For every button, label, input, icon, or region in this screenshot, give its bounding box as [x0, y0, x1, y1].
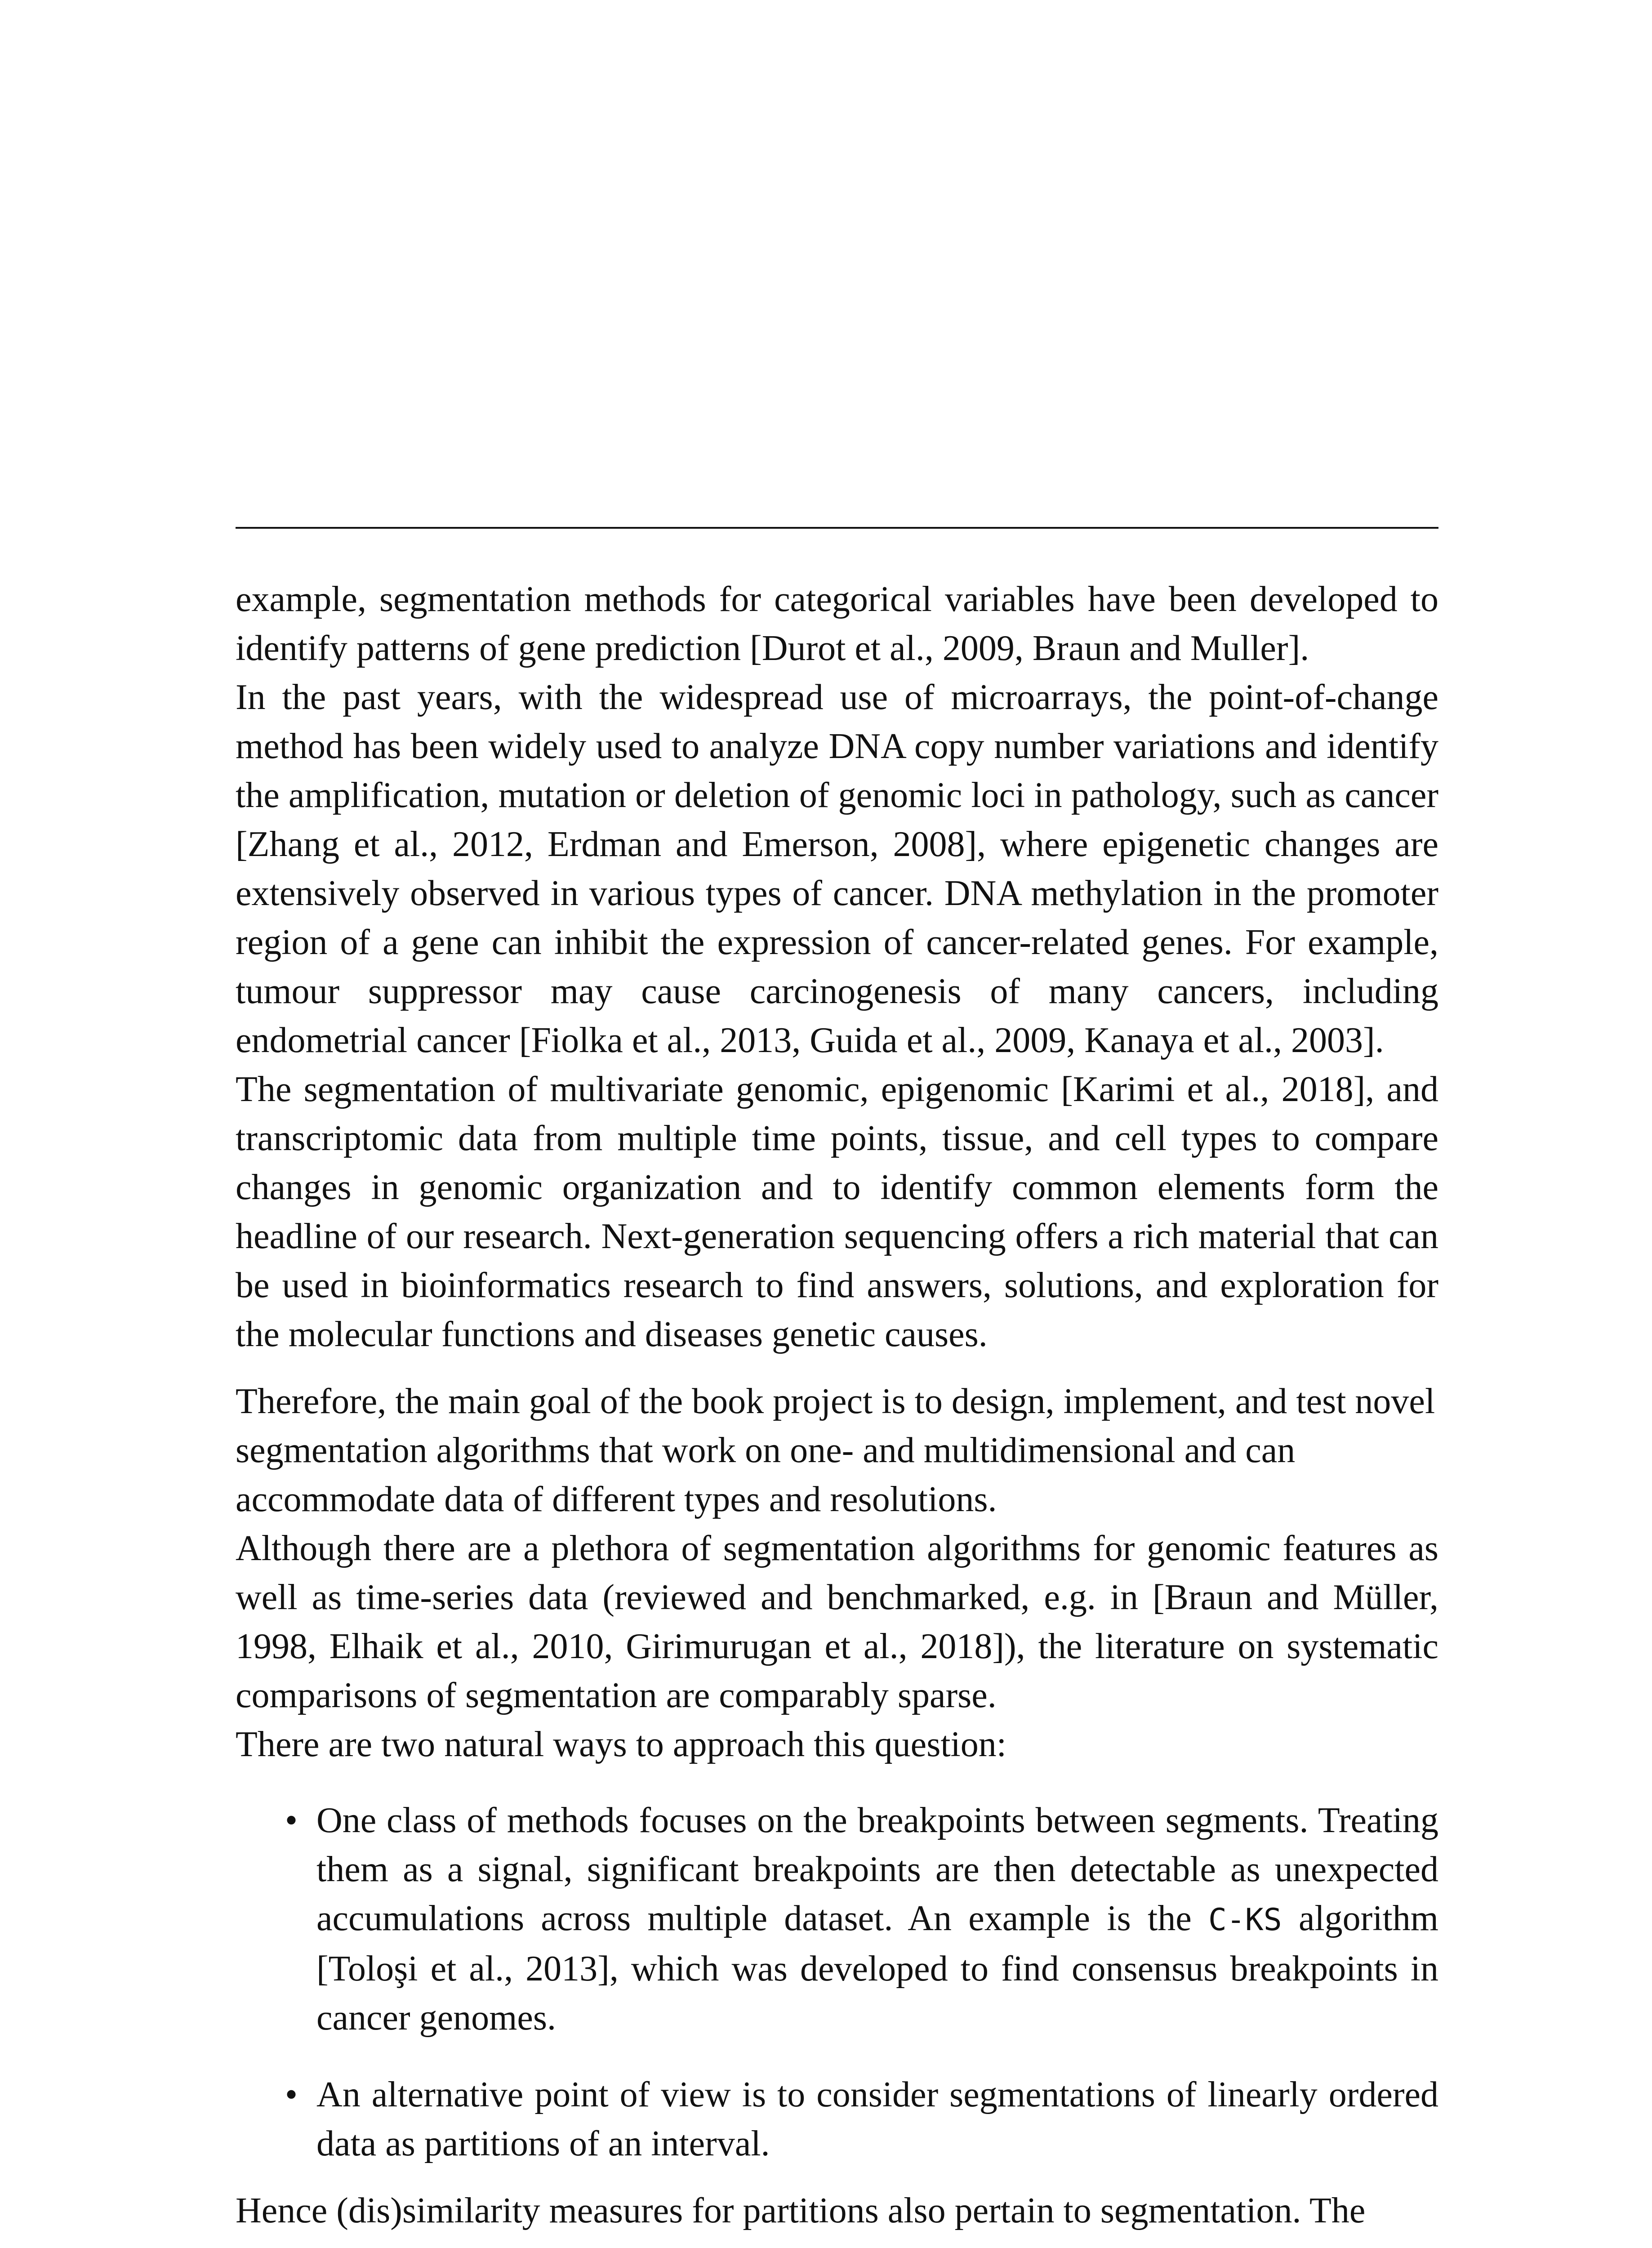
list-item-text: One class of methods focuses on the breakpoints between segments. Treating them as a signal, significant breakpoints are then detectable as unexpected accumulations across multiple dataset. An example is the [316, 1801, 1438, 1938]
list-item-text: algorithm [Toloşi et al., 2013], which was developed to find consensus breakpoints in cancer genomes. [316, 1899, 1438, 2038]
bullet-icon: • [285, 1801, 298, 1840]
paragraph: example, segmentation methods for categorical variables have been developed to identify patterns of gene prediction [Durot et al., 2009, Braun and Muller]. [236, 580, 1438, 668]
top-rule [236, 527, 1438, 529]
paragraph: Hence (dis)similarity measures for partitions also pertain to segmentation. The [236, 2191, 1366, 2230]
paragraph: Therefore, the main goal of the book project is to design, implement, and test novel segmentation algorithms that work on one- and multidimensional and can accommodate data of different types and resolutions. [236, 1382, 1435, 1519]
list-item-text: An alternative point of view is to consider segmentations of linearly ordered data as partitions of an interval. [316, 2075, 1438, 2163]
body-text [236, 575, 1438, 2235]
paragraph: Although there are a plethora of segmentation algorithms for genomic features as well as time-series data (reviewed and benchmarked, e.g. in [Braun and Müller, 1998, Elhaik et al., 2010, Girimurugan et al., 2018]), the literature on systematic comparisons of segmentation are comparably sparse. [236, 1529, 1438, 1715]
bullet-icon: • [285, 2075, 298, 2114]
algorithm-name: C-KS [1208, 1902, 1282, 1938]
list-item [236, 2070, 1438, 2168]
bullet-list [236, 1796, 1438, 2168]
paragraph: The segmentation of multivariate genomic, epigenomic [Karimi et al., 2018], and transcriptomic data from multiple time points, tissue, and cell types to compare changes in genomic organization and to identify common elements form the headline of our research. Next-generation sequencing offers a rich material that can be used in bioinformatics research to find answers, solutions, and exploration for the molecular functions and diseases genetic causes. [236, 1070, 1438, 1354]
paragraph: In the past years, with the widespread use of microarrays, the point-of-change method has been widely used to analyze DNA copy number variations and identify the amplification, mutation or deletion of genomic loci in pathology, such as cancer [Zhang et al., 2012, Erdman and Emerson, 2008], where epigenetic changes are extensively observed in various types of cancer. DNA methylation in the promoter region of a gene can inhibit the expression of cancer-related genes. For example, tumour suppressor may cause carcinogenesis of many cancers, including endometrial cancer [Fiolka et al., 2013, Guida et al., 2009, Kanaya et al., 2003]. [236, 678, 1438, 1060]
paragraph: There are two natural ways to approach this question: [236, 1725, 1006, 1764]
list-item [236, 1796, 1438, 2043]
